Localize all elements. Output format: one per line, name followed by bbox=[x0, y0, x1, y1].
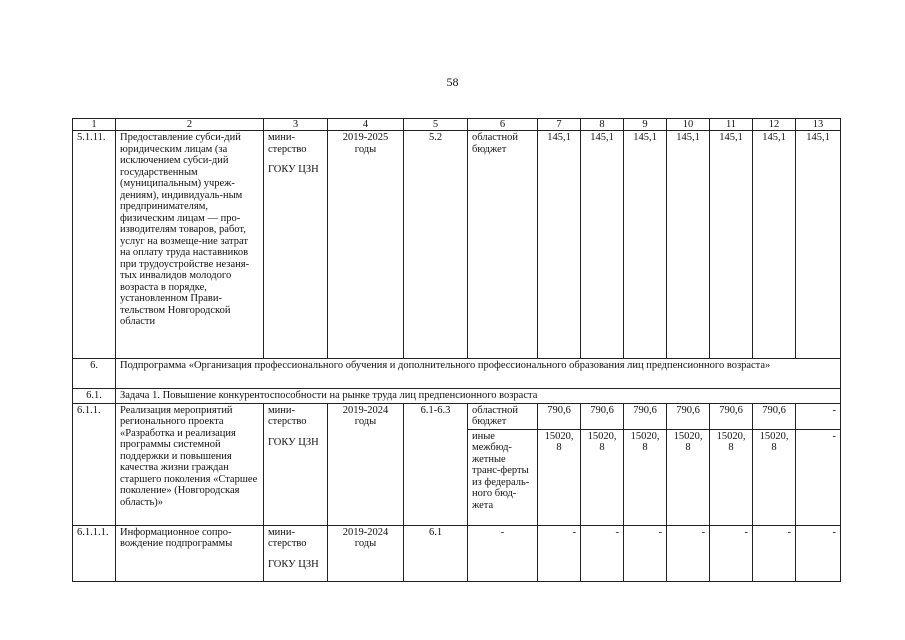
value-cell: 15020,8 bbox=[581, 429, 624, 525]
header-cell: 9 bbox=[624, 119, 667, 131]
task-title: Задача 1. Повышение конкурентоспособности на рынке труда лиц предпенсионного возраста bbox=[116, 389, 841, 404]
value-cell: - bbox=[796, 525, 841, 581]
years: 2019-2024 годы bbox=[328, 525, 404, 581]
years: 2019-2024 годы bbox=[328, 403, 404, 525]
header-cell: 12 bbox=[753, 119, 796, 131]
row-number: 6.1.1. bbox=[73, 403, 116, 525]
header-cell: 5 bbox=[404, 119, 468, 131]
header-cell: 11 bbox=[710, 119, 753, 131]
value-cell: - bbox=[581, 525, 624, 581]
value-cell: 790,6 bbox=[581, 403, 624, 429]
value-cell: - bbox=[710, 525, 753, 581]
measure-name: Предоставление субси-дий юридическим лицам (за исключением субси-дий государственным (муниципальным) учреж-дениям), индивидуаль-ным предпринимателям, физическим лицам — про-изводителям товаров, работ, услуг на возмеще-ние затрат на оплату труда наставников при трудоустройстве незаня-тых инвалидов молодого возраста в порядке, установленном Прави-тельством Новгородской области bbox=[116, 131, 264, 359]
responsible-cell bbox=[264, 403, 328, 525]
target-ref: 5.2 bbox=[404, 131, 468, 359]
responsible-center: ГОКУ ЦЗН bbox=[268, 436, 319, 448]
header-cell: 6 bbox=[468, 119, 538, 131]
table-row-6 bbox=[73, 359, 841, 389]
value-cell: 15020,8 bbox=[710, 429, 753, 525]
responsible-ministry: мини-стерство bbox=[268, 132, 307, 155]
measure-name: Информационное сопро-вождение подпрограммы bbox=[116, 525, 264, 581]
target-ref: 6.1 bbox=[404, 525, 468, 581]
header-cell: 1 bbox=[73, 119, 116, 131]
responsible-ministry: мини-стерство bbox=[268, 526, 307, 549]
funding-source: областной бюджет bbox=[468, 403, 538, 429]
table-row-6-1-1 bbox=[73, 403, 841, 429]
responsible-center: ГОКУ ЦЗН bbox=[268, 558, 319, 570]
funding-source: областной бюджет bbox=[468, 131, 538, 359]
value-cell: - bbox=[667, 525, 710, 581]
table-row-6-1 bbox=[73, 389, 841, 404]
value-cell: 145,1 bbox=[581, 131, 624, 359]
responsible-cell bbox=[264, 131, 328, 359]
value-cell: - bbox=[753, 525, 796, 581]
value-cell: 790,6 bbox=[710, 403, 753, 429]
header-cell: 13 bbox=[796, 119, 841, 131]
value-cell: 15020,8 bbox=[538, 429, 581, 525]
subprogram-title: Подпрограмма «Организация профессионального обучения и дополнительного профессионального образования лиц предпенсионного возраста» bbox=[116, 359, 841, 389]
value-cell: 145,1 bbox=[624, 131, 667, 359]
value-cell: 790,6 bbox=[538, 403, 581, 429]
row-number: 6.1.1.1. bbox=[73, 525, 116, 581]
header-cell: 8 bbox=[581, 119, 624, 131]
value-cell: - bbox=[796, 403, 841, 429]
table-row-5-1-11 bbox=[73, 131, 841, 359]
header-cell: 7 bbox=[538, 119, 581, 131]
target-ref: 6.1-6.3 bbox=[404, 403, 468, 525]
responsible-ministry: мини-стерство bbox=[268, 404, 307, 427]
table-row-6-1-1-1 bbox=[73, 525, 841, 581]
value-cell: 145,1 bbox=[753, 131, 796, 359]
page-number: 58 bbox=[446, 75, 459, 89]
responsible-center: ГОКУ ЦЗН bbox=[268, 164, 319, 175]
value-cell: 790,6 bbox=[667, 403, 710, 429]
value-cell: 145,1 bbox=[710, 131, 753, 359]
header-row bbox=[73, 119, 841, 131]
row-number: 6. bbox=[73, 359, 116, 389]
value-cell: - bbox=[624, 525, 667, 581]
value-cell: 15020,8 bbox=[753, 429, 796, 525]
value-cell: 145,1 bbox=[538, 131, 581, 359]
responsible-cell bbox=[264, 525, 328, 581]
header-cell: 4 bbox=[328, 119, 404, 131]
value-cell: 790,6 bbox=[753, 403, 796, 429]
value-cell: 145,1 bbox=[796, 131, 841, 359]
measure-name: Реализация мероприятий регионального проекта «Разработка и реализация программы системной поддержки и повышения качества жизни граждан старшего поколения «Старшее поколение» (Новгородская область)» bbox=[116, 403, 264, 525]
value-cell: 15020,8 bbox=[624, 429, 667, 525]
program-table bbox=[72, 118, 841, 582]
value-cell: 790,6 bbox=[624, 403, 667, 429]
row-number: 5.1.11. bbox=[73, 131, 116, 359]
value-cell: 15020,8 bbox=[667, 429, 710, 525]
funding-source: - bbox=[468, 525, 538, 581]
header-cell: 2 bbox=[116, 119, 264, 131]
years: 2019-2025 годы bbox=[328, 131, 404, 359]
funding-source: иные межбюд-жетные транс-ферты из федераль-ного бюд-жета bbox=[468, 429, 538, 525]
value-cell: - bbox=[796, 429, 841, 525]
value-cell: - bbox=[538, 525, 581, 581]
header-cell: 10 bbox=[667, 119, 710, 131]
value-cell: 145,1 bbox=[667, 131, 710, 359]
row-number: 6.1. bbox=[73, 389, 116, 404]
header-cell: 3 bbox=[264, 119, 328, 131]
